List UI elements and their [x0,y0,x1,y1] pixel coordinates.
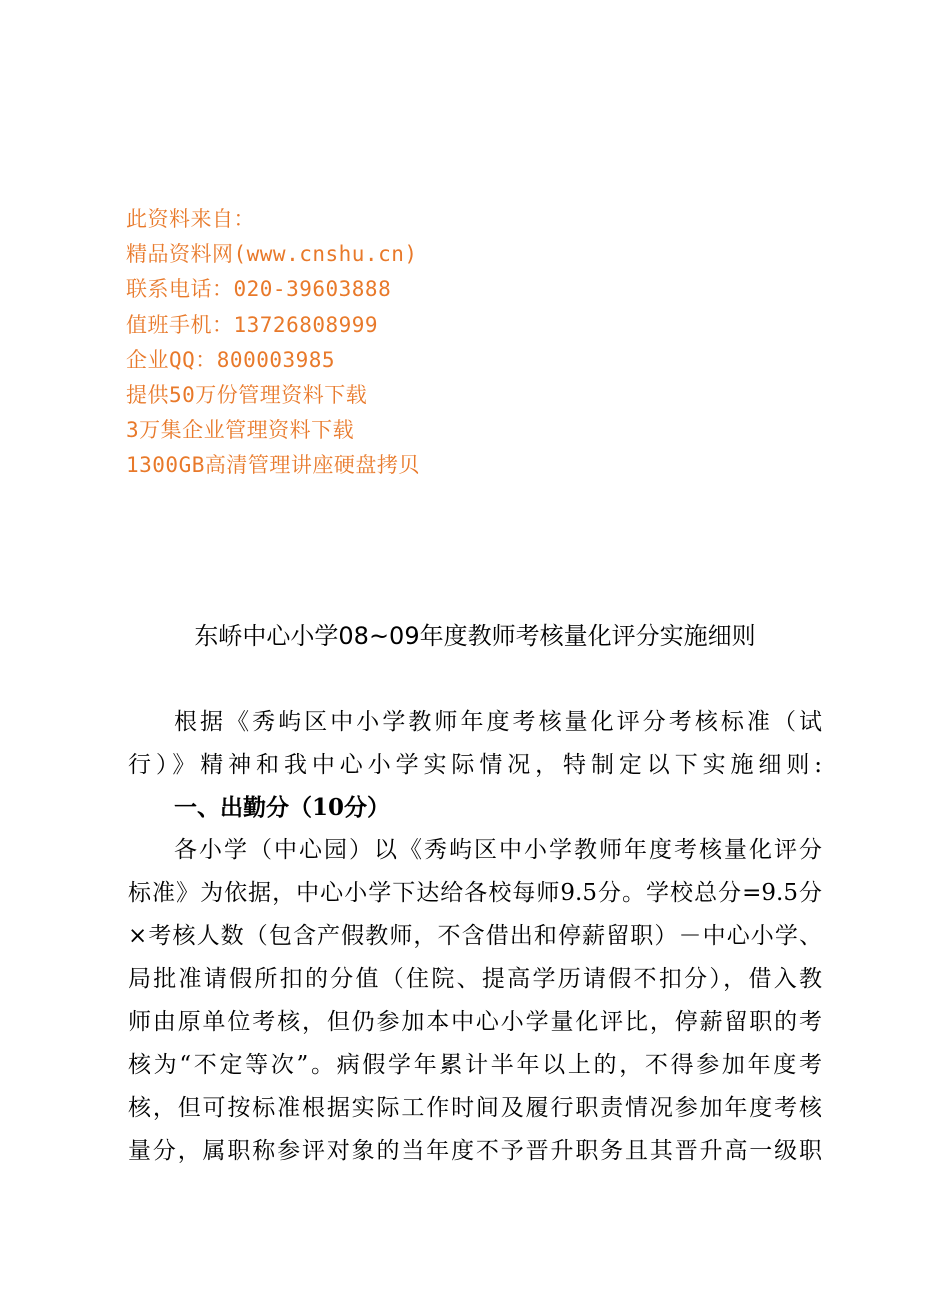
ad-line-phone: 联系电话：020-39603888 [126,277,392,302]
attendance-paragraph [128,829,822,1173]
ad-line-mobile: 值班手机：13726808999 [126,312,379,337]
paragraph-line: 核，但可按标准根据实际工作时间及履行职责情况参加年度考核 [128,1095,822,1121]
source-ad-block [126,202,420,484]
ad-line-offer-1: 提供50万份管理资料下载 [126,383,368,408]
intro-line-1: 根据《秀屿区中小学教师年度考核量化评分考核标准（试 [174,709,822,735]
intro-paragraph [128,701,822,787]
paragraph-line: 核为“不定等次”。病假学年累计半年以上的，不得参加年度考 [128,1052,822,1078]
paragraph-line: 量分，属职称参评对象的当年度不予晋升职务且其晋升高一级职 [128,1138,822,1164]
paragraph-line: ×考核人数（包含产假教师，不含借出和停薪留职）－中心小学、 [128,923,822,949]
paragraph-line: 师由原单位考核，但仍参加本中心小学量化评比，停薪留职的考 [128,1009,822,1035]
paragraph-line: 标准》为依据，中心小学下达给各校每师9.5分。学校总分=9.5分 [128,880,822,906]
intro-line-2: 行）》精神和我中心小学实际情况，特制定以下实施细则: [128,752,822,778]
ad-line-source: 此资料来自： [126,207,255,231]
ad-line-website: 精品资料网(www.cnshu.cn) [126,242,418,267]
document-title: 东峤中心小学08~09年度教师考核量化评分实施细则 [194,622,756,650]
ad-line-qq: 企业QQ：800003985 [126,347,336,372]
paragraph-line: 各小学（中心园）以《秀屿区中小学教师年度考核量化评分 [174,837,822,863]
ad-line-offer-2: 3万集企业管理资料下载 [126,418,355,443]
section-heading-attendance: 一、出勤分（10分） [174,794,391,821]
paragraph-line: 局批准请假所扣的分值（住院、提高学历请假不扣分），借入教 [128,966,822,992]
ad-line-offer-3: 1300GB高清管理讲座硬盘拷贝 [126,453,420,478]
